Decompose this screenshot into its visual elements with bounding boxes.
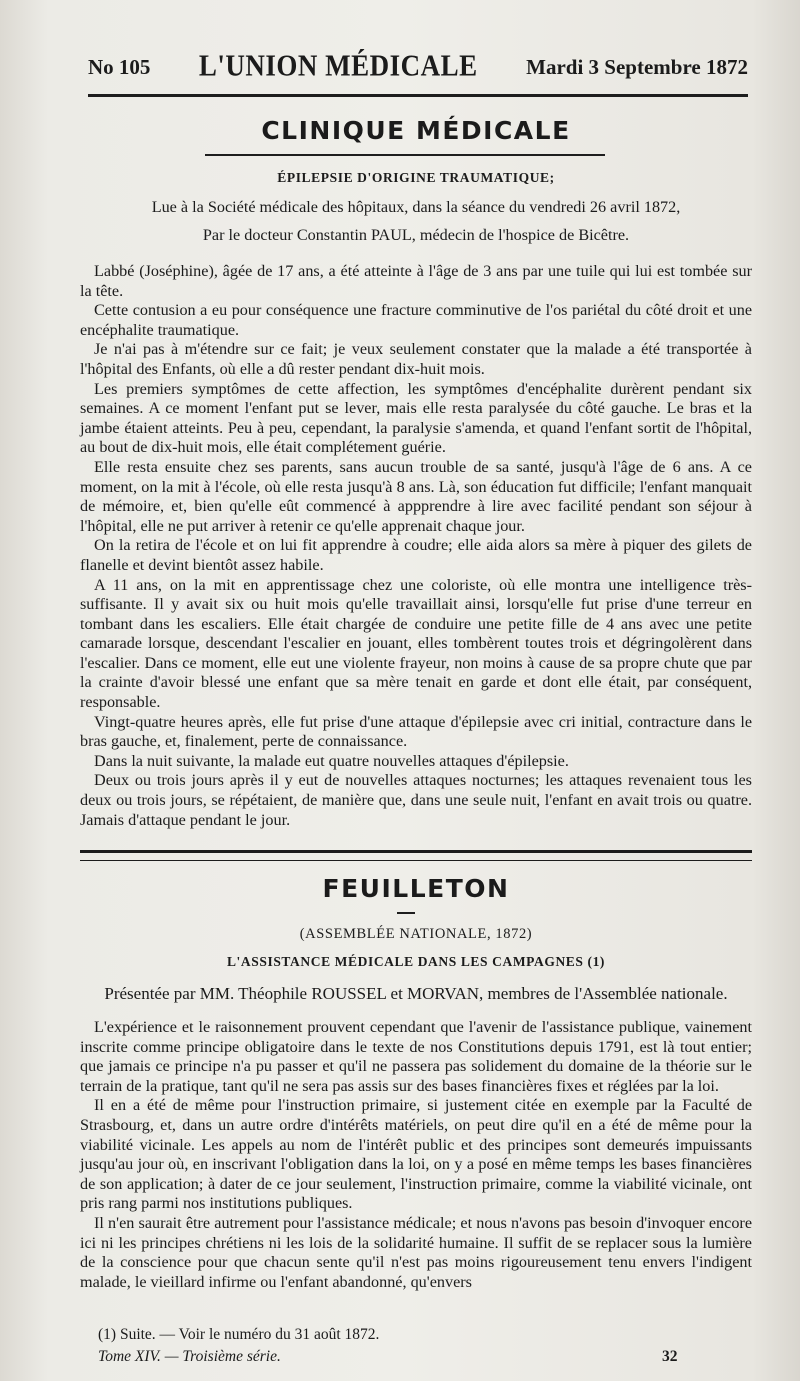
volume-line: Tome XIV. — Troisième série. <box>98 1348 281 1365</box>
paragraph: Vingt-quatre heures après, elle fut prise d'une attaque d'épilepsie avec cri initial, contracture dans le bras gauche, et, finalement, perte de connaissance. <box>80 712 752 751</box>
paragraph: On la retira de l'école et on lui fit apprendre à coudre; elle aida alors sa mère à piquer des gilets de flanelle et devint bientôt assez habile. <box>80 536 752 574</box>
feuilleton-subtitle: (ASSEMBLÉE NATIONALE, 1872) <box>299 926 533 942</box>
section-divider <box>80 850 752 861</box>
clinique-subtitle: ÉPILEPSIE D'ORIGINE TRAUMATIQUE; <box>277 170 555 185</box>
paragraph: Je n'ai pas à m'étendre sur ce fait; je veux seulement constater que la malade a été transportée à l'hôpital des Enfants, où elle a dû rester pendant dix-huit mois. <box>80 340 752 378</box>
paragraph: Cette contusion a eu pour conséquence une fracture comminutive de l'os pariétal du côté droit et une encéphalite traumatique. <box>80 301 752 339</box>
paragraph: L'expérience et le raisonnement prouvent cependant que l'avenir de l'assistance publique, vainement inscrite comme principe obligatoire dans le texte de nos Constitutions depuis 1791, est là tout entier; que jamais ce principe n'a pu passer et qu'il ne passera pas solidement du domaine de la théorie sur le terrain de la pratique, tant qu'il ne sera pas assis sur des bases financières fixes et réglées par la loi. <box>80 1018 752 1095</box>
clinique-title: CLINIQUE MÉDICALE <box>261 116 571 145</box>
feuilleton-title: FEUILLETON <box>322 874 510 903</box>
page-number: 32 <box>662 1348 678 1365</box>
feuilleton-dash <box>397 912 415 914</box>
clinique-body <box>80 262 752 830</box>
feuilleton-heading: L'ASSISTANCE MÉDICALE DANS LES CAMPAGNES (1) <box>226 954 606 969</box>
presented-line: Présentée par MM. Théophile ROUSSEL et MORVAN, membres de l'Assemblée nationale. <box>104 984 728 1003</box>
paragraph: Il n'en saurait être autrement pour l'assistance médicale; et nous n'avons pas besoin d'invoquer encore ici ni les principes chrétiens ni les lois de la solidarité humaine. Il suffit de se replacer sous la lumière de la conscience pour que chacun sente qu'il n'est pas moins rigoureusement tenu envers l'indigent malade, le vieillard infirme ou l'enfant abandonné, qu'envers <box>80 1213 752 1291</box>
feuilleton-body <box>80 1018 752 1292</box>
issue-number: No 105 <box>88 55 151 79</box>
paragraph: Dans la nuit suivante, la malade eut quatre nouvelles attaques d'épilepsie. <box>94 751 569 770</box>
paragraph: Labbé (Joséphine), âgée de 17 ans, a été atteinte à l'âge de 3 ans par une tuile qui lui est tombée sur la tête. <box>80 262 752 300</box>
paragraph: Deux ou trois jours après il y eut de nouvelles attaques nocturnes; les attaques revenaient tous les deux ou trois jours, se répétaient, de manière que, dans une seule nuit, l'enfant en avait trois ou quatre. Jamais d'attaque pendant le jour. <box>80 771 752 829</box>
issue-date: Mardi 3 Septembre 1872 <box>526 55 748 79</box>
author-line: Par le docteur Constantin PAUL, médecin de l'hospice de Bicêtre. <box>202 226 630 244</box>
title-rule <box>205 154 605 156</box>
page-header <box>88 47 748 97</box>
reading-line: Lue à la Société médicale des hôpitaux, dans la séance du vendredi 26 avril 1872, <box>151 198 681 216</box>
paragraph: A 11 ans, on la mit en apprentissage chez une coloriste, où elle montra une intelligence très-suffisante. Il y avait six ou huit mois qu'elle travaillait ainsi, lorsqu'elle fut prise d'une terreur en tombant dans les escaliers. Elle était chargée de conduire une petite fille de 4 ans avec une petite camarade lorsque, descendant l'escalier en jouant, elles tombèrent toutes trois et dégringolèrent dans l'escalier. Dans ce moment, elle eut une violente frayeur, non moins à cause de sa propre chute que par la crainte d'avoir blessé une enfant que sa mère tenait en garde et dont elle était, par conséquent, responsable. <box>80 575 752 712</box>
paragraph: Les premiers symptômes de cette affection, les symptômes d'encéphalite durèrent pendant six semaines. A ce moment l'enfant put se lever, mais elle resta paralysée du côté gauche. Le bras et la jambe étaient atteints. Peu à peu, cependant, la paralysie s'amenda, et quand l'enfant sortit de l'hôpital, au bout de dix-huit mois, elle était complétement guérie. <box>80 379 752 457</box>
paragraph: Elle resta ensuite chez ses parents, sans aucun trouble de sa santé, jusqu'à l'âge de 6 ans. A ce moment, on la mit à l'école, où elle resta jusqu'à 8 ans. Là, son éducation fut difficile; l'enfant manquait de mémoire, et, bien qu'elle eût commencé à appprendre à lire avec facilité pendant son séjour à l'hôpital, elle ne put arriver à retenir ce qu'elle apprenait chaque jour. <box>80 457 752 535</box>
paragraph: Il en a été de même pour l'instruction primaire, si justement citée en exemple par la Faculté de Strasbourg, et, dans un autre ordre d'intérêts matériels, on peut dire qu'il en a été de même pour la viabilité vicinale. Les appels au nom de l'intérêt public et des principes sont demeurés impuissants jusqu'au jour où, en inscrivant l'obligation dans la loi, on y a posé en même temps les bases financières de son application; à dater de ce jour seulement, l'instruction primaire, comme la viabilité vicinale, ont pris rang parmi nos institutions publiques. <box>80 1096 752 1213</box>
footnote: (1) Suite. — Voir le numéro du 31 août 1872. <box>98 1326 380 1343</box>
journal-title: L'UNION MÉDICALE <box>198 47 478 83</box>
